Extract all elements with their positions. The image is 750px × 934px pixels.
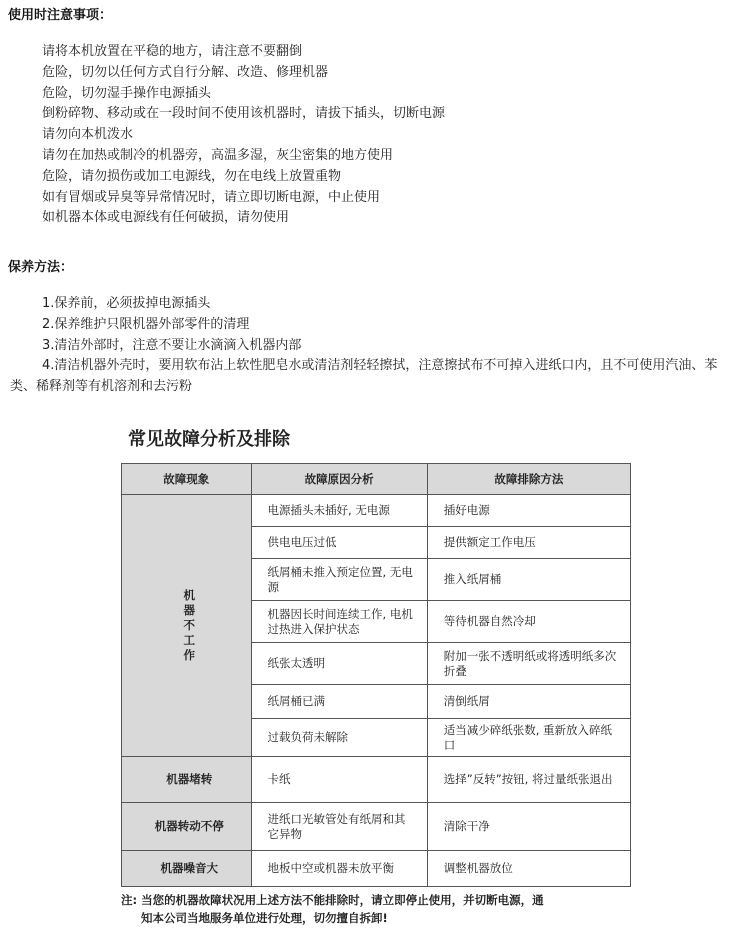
cause-cell: 纸张太透明 <box>251 643 427 685</box>
fix-cell: 插好电源 <box>427 495 630 527</box>
list-item: 危险，切勿湿手操作电源插头 <box>42 85 212 101</box>
list-item: 如机器本体或电源线有任何破损，请勿使用 <box>42 210 290 226</box>
fix-cell: 调整机器放位 <box>427 851 630 887</box>
table-row <box>122 757 631 803</box>
maintenance-heading: 保养方法： <box>8 260 74 275</box>
precautions-heading: 使用时注意事项： <box>8 8 113 23</box>
list-item: 如有冒烟或异臭等异常情况时，请立即切断电源，中止使用 <box>42 189 381 205</box>
list-item: 危险，切勿以任何方式自行分解、改造、修理机器 <box>42 64 329 80</box>
cause-cell: 电源插头未插好, 无电源 <box>251 495 427 527</box>
precautions-list <box>42 42 445 229</box>
maintenance-list <box>10 294 740 398</box>
fix-cell: 适当减少碎纸张数, 重新放入碎纸口 <box>427 719 630 757</box>
cause-cell: 供电电压过低 <box>251 527 427 559</box>
list-item: 请勿向本机泼水 <box>42 127 134 143</box>
list-item: 2.保养维护只限机器外部零件的清理 <box>42 316 250 332</box>
table-title: 常见故障分析及排除 <box>128 429 290 450</box>
table-row <box>122 803 631 851</box>
cause-cell: 地板中空或机器未放平衡 <box>251 851 427 887</box>
warning-note <box>121 891 621 927</box>
table-row <box>122 851 631 887</box>
cause-cell: 过载负荷未解除 <box>251 719 427 757</box>
fix-cell: 推入纸屑桶 <box>427 559 630 601</box>
fix-cell: 提供额定工作电压 <box>427 527 630 559</box>
symptom-cell: 机器堵转 <box>122 757 252 803</box>
symptom-vertical-text: 机器不工作 <box>183 588 196 662</box>
column-header: 故障现象 <box>122 464 252 495</box>
column-header: 故障原因分析 <box>251 464 427 495</box>
cause-cell: 纸屑桶已满 <box>251 685 427 719</box>
table-row <box>122 495 631 527</box>
fix-cell: 附加一张不透明纸或将透明纸多次折叠 <box>427 643 630 685</box>
list-item: 4.清洁机器外壳时，要用软布沾上软性肥皂水或清洁剂轻轻擦拭，注意擦拭布不可掉入进纸口内，且不可使用汽油、苯类、稀释剂等有机溶剂和去污粉 <box>10 358 718 395</box>
fix-cell: 等待机器自然冷却 <box>427 601 630 643</box>
note-line-2: 知本公司当地服务单位进行处理，切勿擅自拆卸! <box>141 911 388 925</box>
list-item: 请将本机放置在平稳的地方，请注意不要翻倒 <box>42 44 303 59</box>
table-header-row <box>122 464 631 495</box>
fix-cell: 清倒纸屑 <box>427 685 630 719</box>
fix-cell: 清除干净 <box>427 803 630 851</box>
note-line-1: 注: 当您的机器故障状况用上述方法不能排除时，请立即停止使用，并切断电源，通 <box>121 893 544 907</box>
list-item: 危险，请勿损伤或加工电源线，勿在电线上放置重物 <box>42 168 342 184</box>
column-header: 故障排除方法 <box>427 464 630 495</box>
list-item: 3.清洁外部时，注意不要让水滴滴入机器内部 <box>42 337 302 353</box>
troubleshooting-table <box>121 463 631 887</box>
cause-cell: 纸屑桶未推入预定位置, 无电源 <box>251 559 427 601</box>
list-item: 请勿在加热或制冷的机器旁，高温多湿，灰尘密集的地方使用 <box>42 147 394 163</box>
list-item: 1.保养前，必须拔掉电源插头 <box>42 296 211 311</box>
symptom-cell <box>122 495 252 757</box>
symptom-cell: 机器噪音大 <box>122 851 252 887</box>
symptom-cell: 机器转动不停 <box>122 803 252 851</box>
list-item: 倒粉碎物、移动或在一段时间不使用该机器时，请拔下插头，切断电源 <box>42 106 446 122</box>
fix-cell: 选择”反转”按钮, 将过量纸张退出 <box>427 757 630 803</box>
cause-cell: 卡纸 <box>251 757 427 803</box>
cause-cell: 机器因长时间连续工作, 电机过热进入保护状态 <box>251 601 427 643</box>
cause-cell: 进纸口光敏管处有纸屑和其它异物 <box>251 803 427 851</box>
